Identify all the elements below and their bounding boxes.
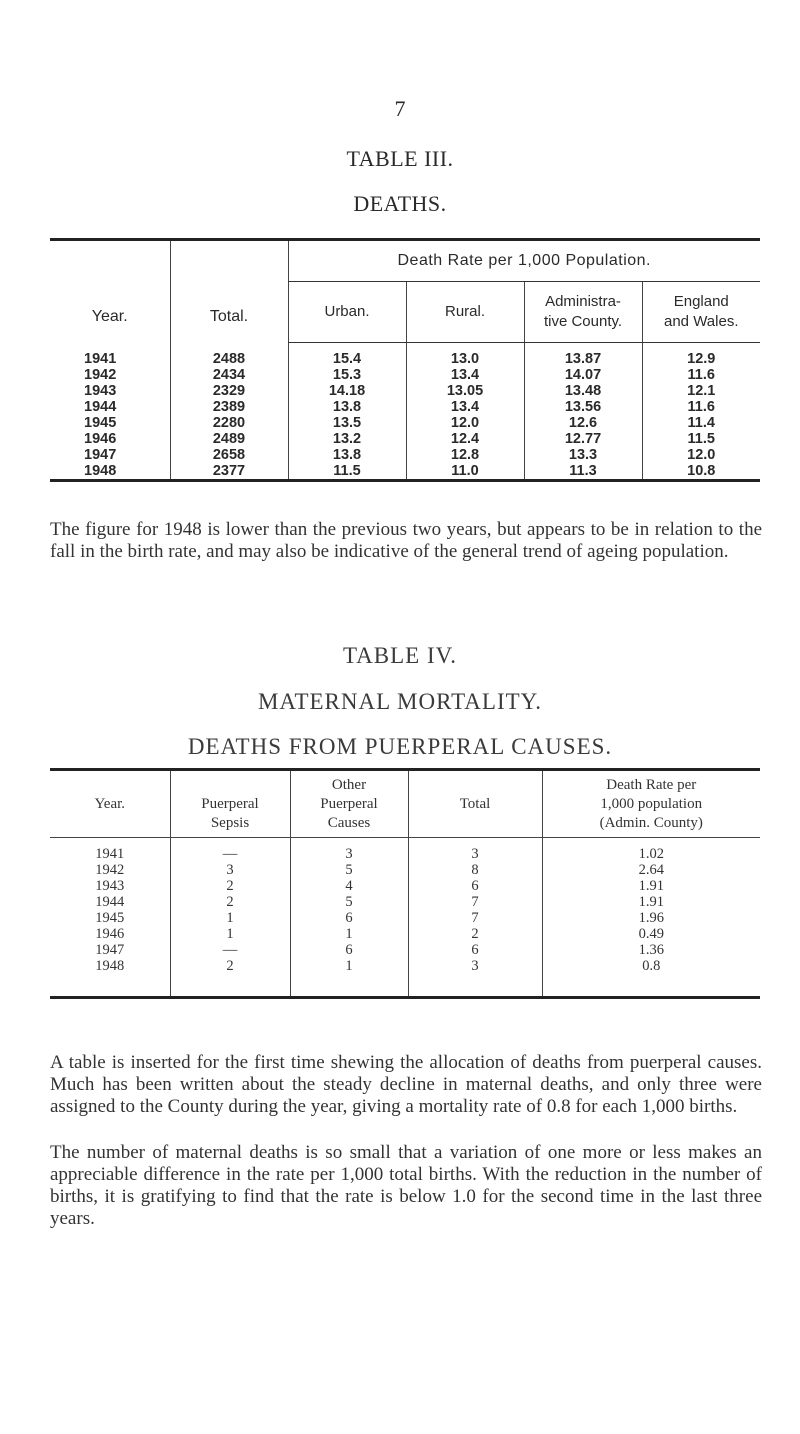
table-row — [50, 862, 760, 878]
maternal-mortality-table — [50, 768, 760, 999]
table3-title: TABLE III. — [346, 146, 454, 171]
col-header-other-puerperal: Other Puerperal Causes — [290, 770, 408, 838]
col-header-total: Total. — [170, 240, 288, 343]
table-cell: 6 — [408, 942, 542, 958]
table-row — [50, 447, 760, 463]
table-cell: 13.4 — [406, 367, 524, 383]
table-cell: 1 — [290, 958, 408, 998]
table-cell: 13.4 — [406, 399, 524, 415]
table-row — [50, 926, 760, 942]
table-cell: 1943 — [95, 878, 125, 894]
table-cell: 15.3 — [288, 367, 406, 383]
table-cell: 2 — [170, 958, 290, 998]
table-row — [50, 343, 760, 368]
table-cell: 13.3 — [524, 447, 642, 463]
table-cell: 1.91 — [542, 894, 760, 910]
table-row — [50, 894, 760, 910]
table-cell: 1946 — [95, 926, 125, 942]
table-cell: 2377 — [170, 463, 288, 481]
table-cell: 13.2 — [288, 431, 406, 447]
table-cell: 5 — [290, 862, 408, 878]
table-cell: 2434 — [170, 367, 288, 383]
col-header-puerperal-sepsis: Puerperal Sepsis — [170, 770, 290, 838]
col-header-death-rate: Death Rate per 1,000 population (Admin. County) — [542, 770, 760, 838]
table-cell: 1947 — [84, 447, 117, 463]
table-cell: 11.5 — [288, 463, 406, 481]
col-header-death-rate: Death Rate per 1,000 Population. — [288, 240, 760, 282]
table4-subtitle-puerperal: DEATHS FROM PUERPERAL CAUSES. — [187, 734, 613, 759]
table-cell: 13.5 — [288, 415, 406, 431]
table-cell: 2658 — [170, 447, 288, 463]
col-header-rural: Rural. — [406, 282, 524, 343]
table-cell: 5 — [290, 894, 408, 910]
table-cell: 2488 — [170, 343, 288, 368]
table-cell: 13.05 — [406, 383, 524, 399]
table-cell: 1945 — [95, 910, 125, 926]
table-cell: 1 — [170, 926, 290, 942]
table-row — [50, 415, 760, 431]
table-cell: 2280 — [170, 415, 288, 431]
table-cell: 13.48 — [524, 383, 642, 399]
table-cell: 2329 — [170, 383, 288, 399]
table-cell: 1945 — [84, 415, 117, 431]
col-header-year: Year. — [50, 240, 170, 343]
table-cell: 0.8 — [542, 958, 760, 998]
col-header-england-wales: England and Wales. — [642, 282, 760, 343]
table-cell: 12.8 — [406, 447, 524, 463]
table-cell: 1948 — [50, 958, 170, 998]
table-cell: 1944 — [95, 894, 125, 910]
table-cell: 11.0 — [406, 463, 524, 481]
table-cell: 13.56 — [524, 399, 642, 415]
table-row — [50, 838, 760, 863]
table-cell: 1946 — [84, 431, 117, 447]
table-cell: 11.3 — [524, 463, 642, 481]
table-cell: 1943 — [84, 383, 117, 399]
table-cell: 0.49 — [542, 926, 760, 942]
table-cell: 12.9 — [642, 343, 760, 368]
table-row — [50, 463, 760, 481]
table-cell: 13.8 — [288, 399, 406, 415]
table-cell: 11.6 — [642, 367, 760, 383]
paragraph-1948-figure: The figure for 1948 is lower than the previous two years, but appears to be in relation to the fall in the birth rate, and may also be indicative of the general trend of ageing population. — [50, 519, 762, 562]
table-cell: 12.4 — [406, 431, 524, 447]
table4-subtitle-maternal: MATERNAL MORTALITY. — [257, 689, 543, 714]
table-cell: 11.5 — [642, 431, 760, 447]
table-cell: 6 — [408, 878, 542, 894]
table-cell: 3 — [170, 862, 290, 878]
paragraph-table-inserted: A table is inserted for the first time shewing the allocation of deaths from puerperal causes. Much has been written about the steady decline in maternal deaths, and only three were assigned to the County during the year, giving a mortality rate of 0.8 for each 1,000 births. — [50, 1052, 762, 1117]
table-cell: 1.96 — [542, 910, 760, 926]
table-cell: 8 — [408, 862, 542, 878]
table-cell: 3 — [408, 958, 542, 998]
table-row — [50, 878, 760, 894]
table-cell: 12.1 — [642, 383, 760, 399]
table-cell: 3 — [290, 838, 408, 863]
table-cell: 1942 — [84, 367, 117, 383]
table-cell: 1 — [170, 910, 290, 926]
table-cell: 11.4 — [642, 415, 760, 431]
table4-title: TABLE IV. — [342, 643, 458, 668]
table-cell: 13.0 — [406, 343, 524, 368]
table-cell: 2489 — [170, 431, 288, 447]
table-cell: 14.18 — [288, 383, 406, 399]
table-row — [50, 399, 760, 415]
table-row — [50, 383, 760, 399]
table-cell: 1941 — [95, 846, 125, 862]
table-cell: 13.87 — [524, 343, 642, 368]
table-cell: 2 — [408, 926, 542, 942]
table-cell: 15.4 — [288, 343, 406, 368]
table-row — [50, 942, 760, 958]
table-cell: 11.6 — [642, 399, 760, 415]
table-cell: 2 — [170, 878, 290, 894]
col-header-year: Year. — [50, 770, 170, 838]
table-cell: 12.0 — [406, 415, 524, 431]
table-cell: 12.0 — [642, 447, 760, 463]
table-cell: 2 — [170, 894, 290, 910]
table-cell: 1.36 — [542, 942, 760, 958]
table-cell: 1941 — [84, 350, 117, 367]
table-cell: 1948 — [50, 463, 170, 481]
table-cell: 4 — [290, 878, 408, 894]
col-header-admin-county: Administra- tive County. — [524, 282, 642, 343]
deaths-table — [50, 238, 760, 482]
table-cell: 10.8 — [642, 463, 760, 481]
table-cell: 1947 — [95, 942, 125, 958]
table-cell: 1942 — [95, 862, 125, 878]
table-cell: — — [170, 942, 290, 958]
table-cell: 6 — [290, 910, 408, 926]
table-cell: 1944 — [84, 399, 117, 415]
table-row — [50, 367, 760, 383]
table-cell: 12.6 — [524, 415, 642, 431]
table-cell: 1.91 — [542, 878, 760, 894]
table-cell: 7 — [408, 910, 542, 926]
table-cell: 1 — [290, 926, 408, 942]
table-cell: 6 — [290, 942, 408, 958]
table-cell: 3 — [408, 838, 542, 863]
table-cell: 7 — [408, 894, 542, 910]
table3-subtitle: DEATHS. — [353, 191, 447, 216]
page-number: 7 — [394, 96, 406, 121]
table-cell: 13.8 — [288, 447, 406, 463]
table-cell: 2.64 — [542, 862, 760, 878]
table-cell: 12.77 — [524, 431, 642, 447]
table-cell: 1.02 — [542, 838, 760, 863]
table-cell: 2389 — [170, 399, 288, 415]
table-row — [50, 910, 760, 926]
table-row — [50, 431, 760, 447]
table-row — [50, 958, 760, 998]
paragraph-maternal-deaths-small: The number of maternal deaths is so small that a variation of one more or less makes an appreciable difference in the rate per 1,000 total births. With the reduction in the number of births, it is gratifying to find that the rate is below 1.0 for the second time in the last three years. — [50, 1142, 762, 1229]
table-cell: — — [170, 838, 290, 863]
table-cell: 14.07 — [524, 367, 642, 383]
col-header-urban: Urban. — [288, 282, 406, 343]
col-header-total: Total — [408, 770, 542, 838]
